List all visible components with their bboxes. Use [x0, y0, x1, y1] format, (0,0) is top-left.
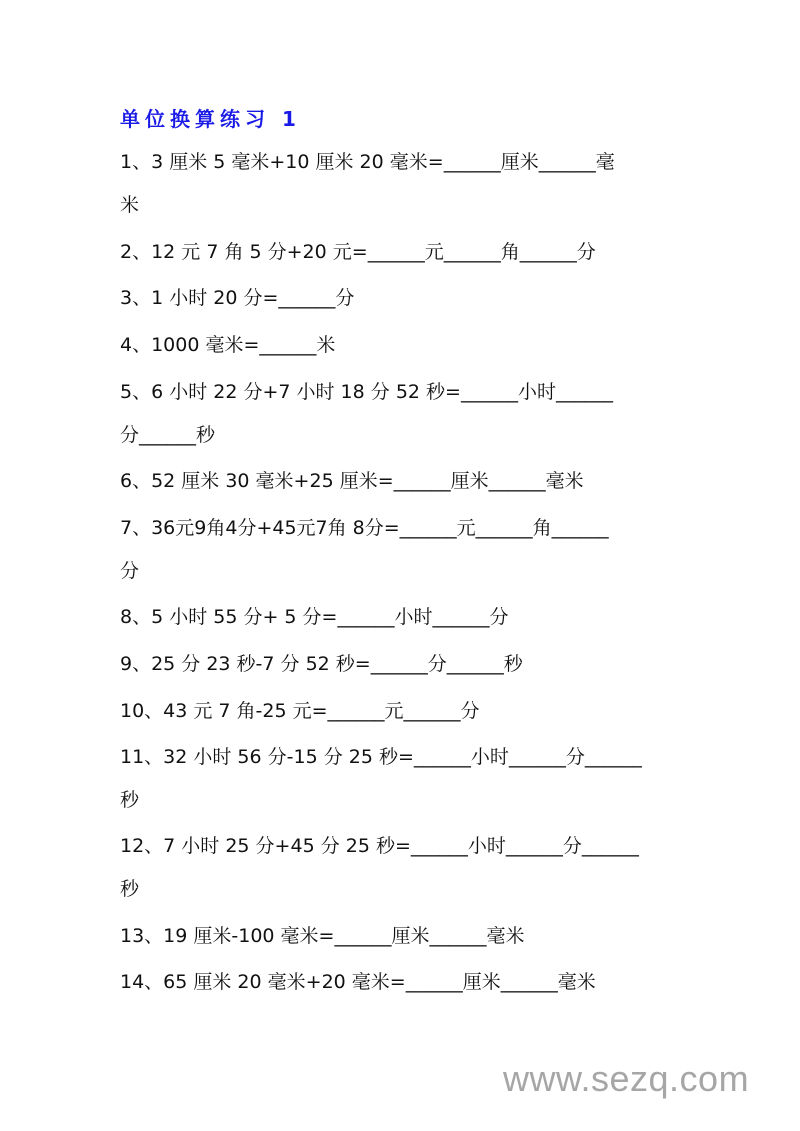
problem-14-line-1: 14、65 厘米 20 毫米+20 毫米=______厘米______毫米: [120, 971, 596, 993]
problem-11-line-2: 秒: [120, 789, 140, 811]
problem-8-line-1: 8、5 小时 55 分+ 5 分=______小时______分: [120, 606, 509, 628]
problem-3-line-1: 3、1 小时 20 分=______分: [120, 287, 355, 309]
problem-5-line-2: 分______秒: [120, 424, 216, 446]
problem-4-line-1: 4、1000 毫米=______米: [120, 334, 336, 356]
worksheet-title: 单位换算练习 1: [120, 107, 301, 131]
problem-9-line-1: 9、25 分 23 秒-7 分 52 秒=______分______秒: [120, 653, 523, 675]
problem-13-line-1: 13、19 厘米-100 毫米=______厘米______毫米: [120, 925, 525, 947]
problem-1-line-1: 1、3 厘米 5 毫米+10 厘米 20 毫米=______厘米______毫: [120, 151, 615, 173]
problem-12-line-1: 12、7 小时 25 分+45 分 25 秒=______小时______分______: [120, 835, 639, 857]
problem-5-line-1: 5、6 小时 22 分+7 小时 18 分 52 秒=______小时______: [120, 381, 613, 403]
problem-6-line-1: 6、52 厘米 30 毫米+25 厘米=______厘米______毫米: [120, 470, 584, 492]
problem-7-line-2: 分: [120, 560, 140, 582]
problem-2-line-1: 2、12 元 7 角 5 分+20 元=______元______角______分: [120, 241, 596, 263]
problem-12-line-2: 秒: [120, 878, 140, 900]
problem-10-line-1: 10、43 元 7 角-25 元=______元______分: [120, 700, 480, 722]
problem-7-line-1: 7、36元9角4分+45元7角 8分=______元______角______: [120, 517, 609, 539]
problem-1-line-2: 米: [120, 194, 140, 216]
watermark-text: www.sezq.com: [503, 1058, 750, 1099]
problem-11-line-1: 11、32 小时 56 分-15 分 25 秒=______小时______分______: [120, 746, 642, 768]
